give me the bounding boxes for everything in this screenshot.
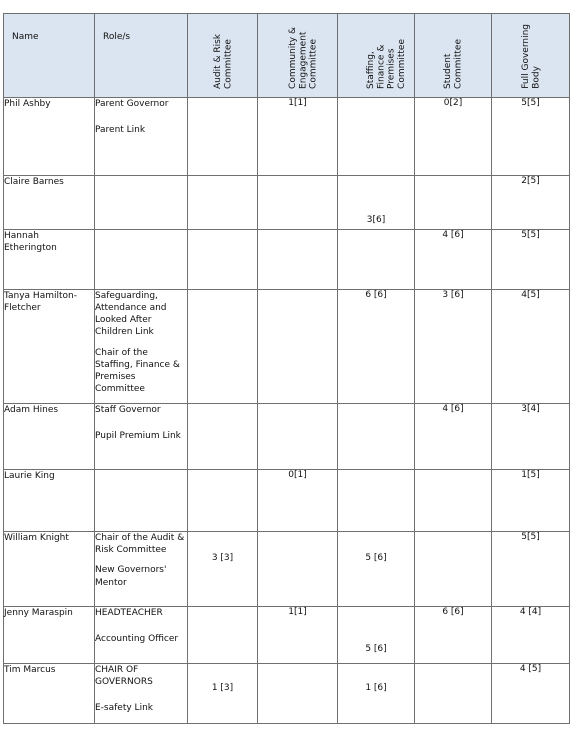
role-item: Pupil Premium Link bbox=[95, 431, 181, 442]
attendance-community bbox=[258, 176, 338, 230]
attendance-student: 4 [6] bbox=[415, 230, 492, 290]
table-row bbox=[4, 98, 570, 176]
attendance-community bbox=[258, 230, 338, 290]
table-row bbox=[4, 664, 570, 724]
attendance-fgb: 4 [5] bbox=[492, 664, 570, 724]
governor-roles bbox=[95, 290, 188, 404]
header-row bbox=[4, 14, 570, 98]
header-line: Committee bbox=[397, 39, 408, 89]
attendance-community: 1[1] bbox=[258, 607, 338, 664]
governor-name: Tanya Hamilton-Fletcher bbox=[4, 290, 95, 404]
attendance-staffing bbox=[338, 470, 415, 532]
governor-name: Adam Hines bbox=[4, 404, 95, 470]
header-line: Premises bbox=[386, 48, 397, 89]
attendance-audit: 1 [3] bbox=[188, 664, 258, 724]
attendance-student bbox=[415, 532, 492, 607]
header-audit-risk bbox=[188, 14, 258, 98]
attendance-fgb: 5[5] bbox=[492, 98, 570, 176]
attendance-community bbox=[258, 532, 338, 607]
governor-roles bbox=[95, 532, 188, 607]
header-line: Student bbox=[443, 53, 453, 89]
attendance-audit bbox=[188, 230, 258, 290]
header-student-committee bbox=[415, 14, 492, 98]
governor-roles bbox=[95, 664, 188, 724]
governor-name: Claire Barnes bbox=[4, 176, 95, 230]
header-roles: Role/s bbox=[95, 14, 188, 98]
role-item: Staff Governor bbox=[95, 405, 161, 416]
attendance-student: 4 [6] bbox=[415, 404, 492, 470]
header-line: Audit & Risk bbox=[212, 34, 223, 89]
attendance-audit bbox=[188, 290, 258, 404]
governor-roles bbox=[95, 98, 188, 176]
header-staffing-finance-premises bbox=[338, 14, 415, 98]
header-line: Staffing, bbox=[366, 51, 376, 89]
role-item: New Governors' Mentor bbox=[95, 565, 167, 588]
header-line: Engagement bbox=[297, 31, 308, 89]
attendance-staffing: 5 [6] bbox=[338, 607, 415, 664]
header-full-governing-body bbox=[492, 14, 570, 98]
governor-roles bbox=[95, 230, 188, 290]
attendance-staffing bbox=[338, 230, 415, 290]
attendance-community: 1[1] bbox=[258, 98, 338, 176]
governor-roles bbox=[95, 176, 188, 230]
attendance-student bbox=[415, 664, 492, 724]
attendance-audit: 3 [3] bbox=[188, 532, 258, 607]
governor-attendance-table bbox=[3, 13, 570, 724]
role-item: HEADTEACHER bbox=[95, 608, 163, 619]
attendance-student: 3 [6] bbox=[415, 290, 492, 404]
attendance-student bbox=[415, 176, 492, 230]
attendance-staffing bbox=[338, 98, 415, 176]
attendance-fgb: 3[4] bbox=[492, 404, 570, 470]
table-row bbox=[4, 532, 570, 607]
attendance-community: 0[1] bbox=[258, 470, 338, 532]
role-item: Chair of the Staffing, Finance & Premises Committee bbox=[95, 347, 180, 394]
table-row bbox=[4, 404, 570, 470]
governor-name: Jenny Maraspin bbox=[4, 607, 95, 664]
table-row bbox=[4, 290, 570, 404]
table-row bbox=[4, 176, 570, 230]
attendance-community bbox=[258, 404, 338, 470]
role-item: Parent Link bbox=[95, 125, 146, 136]
attendance-community bbox=[258, 290, 338, 404]
attendance-fgb: 4 [4] bbox=[492, 607, 570, 664]
governor-name: Phil Ashby bbox=[4, 98, 95, 176]
attendance-student bbox=[415, 470, 492, 532]
governor-roles bbox=[95, 607, 188, 664]
attendance-fgb: 5[5] bbox=[492, 532, 570, 607]
header-line: Committee bbox=[222, 39, 233, 89]
header-name: Name bbox=[4, 14, 95, 98]
header-line: Full Governing bbox=[520, 24, 531, 89]
attendance-audit bbox=[188, 98, 258, 176]
attendance-staffing bbox=[338, 404, 415, 470]
attendance-student: 6 [6] bbox=[415, 607, 492, 664]
governor-name: Laurie King bbox=[4, 470, 95, 532]
table-row bbox=[4, 230, 570, 290]
governor-roles bbox=[95, 470, 188, 532]
attendance-audit bbox=[188, 176, 258, 230]
role-item: Accounting Officer bbox=[95, 634, 179, 645]
attendance-audit bbox=[188, 404, 258, 470]
attendance-fgb: 2[5] bbox=[492, 176, 570, 230]
header-community-engagement bbox=[258, 14, 338, 98]
attendance-fgb: 4[5] bbox=[492, 290, 570, 404]
attendance-staffing: 5 [6] bbox=[338, 532, 415, 607]
role-item: Safeguarding, Attendance and Looked After Children Link bbox=[95, 291, 167, 338]
governor-name: Hannah Etherington bbox=[4, 230, 95, 290]
role-item: CHAIR OF GOVERNORS bbox=[95, 665, 153, 688]
role-item: Parent Governor bbox=[95, 99, 169, 109]
attendance-student: 0[2] bbox=[415, 98, 492, 176]
header-line: Community & bbox=[287, 27, 298, 89]
role-item: Chair of the Audit & Risk Committee bbox=[95, 533, 185, 556]
governor-name: Tim Marcus bbox=[4, 664, 95, 724]
role-item: E-safety Link bbox=[95, 703, 153, 714]
attendance-fgb: 1[5] bbox=[492, 470, 570, 532]
attendance-community bbox=[258, 664, 338, 724]
attendance-staffing: 3[6] bbox=[338, 176, 415, 230]
table-row bbox=[4, 607, 570, 664]
header-line: Body bbox=[530, 66, 541, 89]
attendance-fgb: 5[5] bbox=[492, 230, 570, 290]
header-line: Finance & bbox=[376, 44, 387, 89]
header-line: Committee bbox=[453, 39, 464, 89]
governor-name: William Knight bbox=[4, 532, 95, 607]
table-row bbox=[4, 470, 570, 532]
governor-roles bbox=[95, 404, 188, 470]
attendance-staffing: 6 [6] bbox=[338, 290, 415, 404]
attendance-staffing: 1 [6] bbox=[338, 664, 415, 724]
attendance-audit bbox=[188, 607, 258, 664]
attendance-audit bbox=[188, 470, 258, 532]
header-line: Committee bbox=[308, 39, 319, 89]
